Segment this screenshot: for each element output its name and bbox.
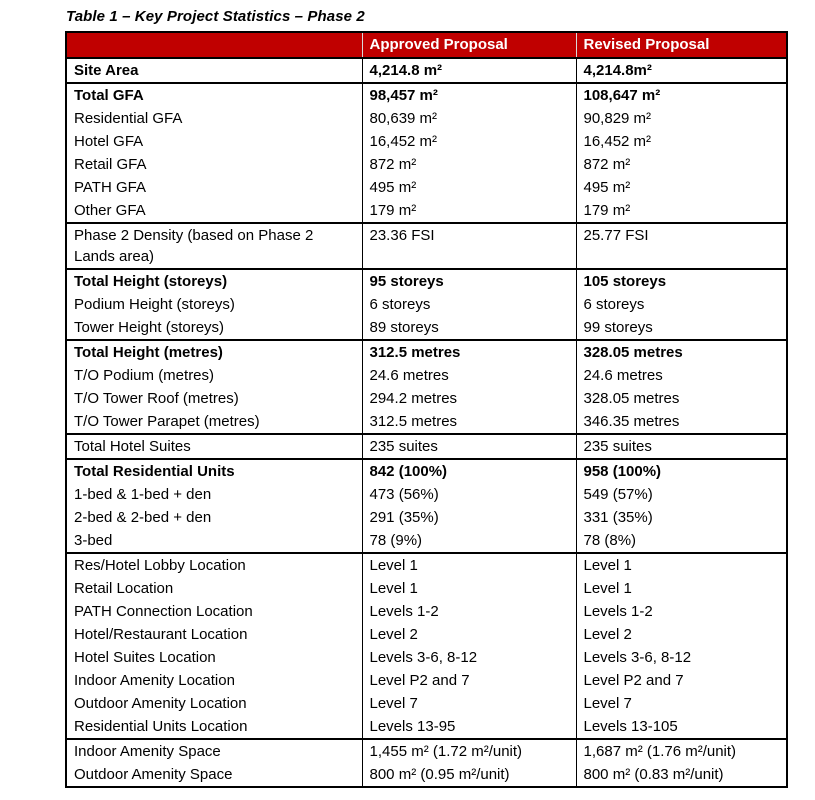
table-row <box>66 316 787 340</box>
approved-value: 80,639 m² <box>362 107 576 130</box>
approved-value: 312.5 metres <box>362 410 576 434</box>
row-label: T/O Tower Parapet (metres) <box>74 413 260 430</box>
revised-value: 331 (35%) <box>576 506 787 529</box>
table-section-7 <box>66 553 787 739</box>
row-label: Podium Height (storeys) <box>74 296 235 313</box>
table-row <box>66 410 787 434</box>
table-row <box>66 506 787 529</box>
table-row <box>66 623 787 646</box>
table-section-5 <box>66 434 787 459</box>
row-label: T/O Podium (metres) <box>74 367 215 384</box>
approved-value: 16,452 m² <box>362 130 576 153</box>
table-title: Table 1 – Key Project Statistics – Phase 2 <box>66 8 365 25</box>
revised-value: 179 m² <box>576 199 787 223</box>
row-label: 3-bed <box>74 532 113 549</box>
approved-value: 872 m² <box>362 153 576 176</box>
table-row <box>66 553 787 577</box>
approved-value: 98,457 m² <box>362 83 576 107</box>
approved-value: Level 1 <box>362 553 576 577</box>
approved-value: 312.5 metres <box>362 340 576 364</box>
revised-value: Level 1 <box>576 553 787 577</box>
approved-value: 89 storeys <box>362 316 576 340</box>
revised-value: 328.05 metres <box>576 340 787 364</box>
approved-value: 4,214.8 m² <box>362 58 576 83</box>
approved-value: 1,455 m² (1.72 m²/unit) <box>362 739 576 763</box>
table-row <box>66 646 787 669</box>
table-row <box>66 483 787 506</box>
table-header <box>66 32 787 58</box>
row-label: Outdoor Amenity Location <box>74 695 247 712</box>
revised-value: 1,687 m² (1.76 m²/unit) <box>576 739 787 763</box>
revised-value: Level P2 and 7 <box>576 669 787 692</box>
table-row <box>66 107 787 130</box>
revised-value: 235 suites <box>576 434 787 459</box>
row-label: Total Residential Units <box>66 459 362 483</box>
row-label: Res/Hotel Lobby Location <box>66 553 362 577</box>
revised-value: Levels 3-6, 8-12 <box>576 646 787 669</box>
revised-value: 24.6 metres <box>576 364 787 387</box>
revised-value: Level 1 <box>576 577 787 600</box>
revised-value: 25.77 FSI <box>576 223 787 269</box>
table-row <box>66 269 787 293</box>
revised-value: 800 m² (0.83 m²/unit) <box>576 763 787 787</box>
revised-value: 328.05 metres <box>576 387 787 410</box>
row-label: Total Height (storeys) <box>66 269 362 293</box>
table-row <box>66 434 787 459</box>
revised-value: 108,647 m² <box>576 83 787 107</box>
table-row <box>66 763 787 787</box>
row-label: Residential Units Location <box>74 718 248 735</box>
table-row <box>66 739 787 763</box>
approved-value: 842 (100%) <box>362 459 576 483</box>
revised-value: Levels 1-2 <box>576 600 787 623</box>
row-label: 1-bed & 1-bed + den <box>74 486 212 503</box>
row-label: Outdoor Amenity Space <box>74 766 233 783</box>
row-label: Hotel Suites Location <box>74 649 216 666</box>
header-cell-approved-proposal: Approved Proposal <box>362 32 576 58</box>
approved-value: Level 7 <box>362 692 576 715</box>
table-row <box>66 223 787 269</box>
table-row <box>66 692 787 715</box>
revised-value: 4,214.8m² <box>576 58 787 83</box>
row-label: Phase 2 Density (based on Phase 2 Lands area) <box>66 223 362 269</box>
row-label: Retail Location <box>74 580 174 597</box>
row-label: 2-bed & 2-bed + den <box>74 509 212 526</box>
row-label: Other GFA <box>74 202 146 219</box>
row-label: PATH Connection Location <box>74 603 253 620</box>
revised-value: 99 storeys <box>576 316 787 340</box>
table-section-0 <box>66 58 787 83</box>
table-row <box>66 293 787 316</box>
table-row <box>66 577 787 600</box>
table-row <box>66 199 787 223</box>
approved-value: Level 1 <box>362 577 576 600</box>
revised-value: 16,452 m² <box>576 130 787 153</box>
table-section-4 <box>66 340 787 434</box>
revised-value: 105 storeys <box>576 269 787 293</box>
row-label: Site Area <box>66 58 362 83</box>
approved-value: 235 suites <box>362 434 576 459</box>
revised-value: Levels 13-105 <box>576 715 787 739</box>
table-section-8 <box>66 739 787 787</box>
table-row <box>66 58 787 83</box>
row-label: Hotel/Restaurant Location <box>74 626 248 643</box>
approved-value: Levels 3-6, 8-12 <box>362 646 576 669</box>
approved-value: Levels 1-2 <box>362 600 576 623</box>
table-section-3 <box>66 269 787 340</box>
key-project-statistics-table <box>65 31 788 788</box>
row-label: Residential GFA <box>74 110 183 127</box>
table-row <box>66 176 787 199</box>
table-row <box>66 340 787 364</box>
revised-value: Level 7 <box>576 692 787 715</box>
revised-value: 346.35 metres <box>576 410 787 434</box>
approved-value: 291 (35%) <box>362 506 576 529</box>
row-label: Total Hotel Suites <box>66 434 362 459</box>
approved-value: Levels 13-95 <box>362 715 576 739</box>
approved-value: 23.36 FSI <box>362 223 576 269</box>
row-label: Hotel GFA <box>74 133 144 150</box>
revised-value: 495 m² <box>576 176 787 199</box>
row-label: Indoor Amenity Space <box>66 739 362 763</box>
revised-value: 958 (100%) <box>576 459 787 483</box>
approved-value: 473 (56%) <box>362 483 576 506</box>
approved-value: 24.6 metres <box>362 364 576 387</box>
header-row <box>66 32 787 58</box>
table-row <box>66 459 787 483</box>
row-label: Tower Height (storeys) <box>74 319 225 336</box>
header-cell-revised-proposal: Revised Proposal <box>576 32 787 58</box>
approved-value: 78 (9%) <box>362 529 576 553</box>
revised-value: Level 2 <box>576 623 787 646</box>
table-row <box>66 83 787 107</box>
approved-value: Level 2 <box>362 623 576 646</box>
table-row <box>66 600 787 623</box>
table-row <box>66 364 787 387</box>
revised-value: 78 (8%) <box>576 529 787 553</box>
row-label: Total GFA <box>66 83 362 107</box>
header-cell-blank <box>66 32 362 58</box>
approved-value: 6 storeys <box>362 293 576 316</box>
row-label: Retail GFA <box>74 156 147 173</box>
table-row <box>66 387 787 410</box>
approved-value: 179 m² <box>362 199 576 223</box>
revised-value: 6 storeys <box>576 293 787 316</box>
approved-value: 800 m² (0.95 m²/unit) <box>362 763 576 787</box>
table-row <box>66 669 787 692</box>
revised-value: 90,829 m² <box>576 107 787 130</box>
row-label: Total Height (metres) <box>66 340 362 364</box>
table-row <box>66 529 787 553</box>
revised-value: 549 (57%) <box>576 483 787 506</box>
table-section-6 <box>66 459 787 553</box>
approved-value: 495 m² <box>362 176 576 199</box>
revised-value: 872 m² <box>576 153 787 176</box>
row-label: T/O Tower Roof (metres) <box>74 390 239 407</box>
table-row <box>66 153 787 176</box>
approved-value: Level P2 and 7 <box>362 669 576 692</box>
row-label: Indoor Amenity Location <box>74 672 235 689</box>
approved-value: 95 storeys <box>362 269 576 293</box>
table-section-2 <box>66 223 787 269</box>
table-row <box>66 715 787 739</box>
table-row <box>66 130 787 153</box>
row-label: PATH GFA <box>74 179 146 196</box>
approved-value: 294.2 metres <box>362 387 576 410</box>
table-section-1 <box>66 83 787 223</box>
